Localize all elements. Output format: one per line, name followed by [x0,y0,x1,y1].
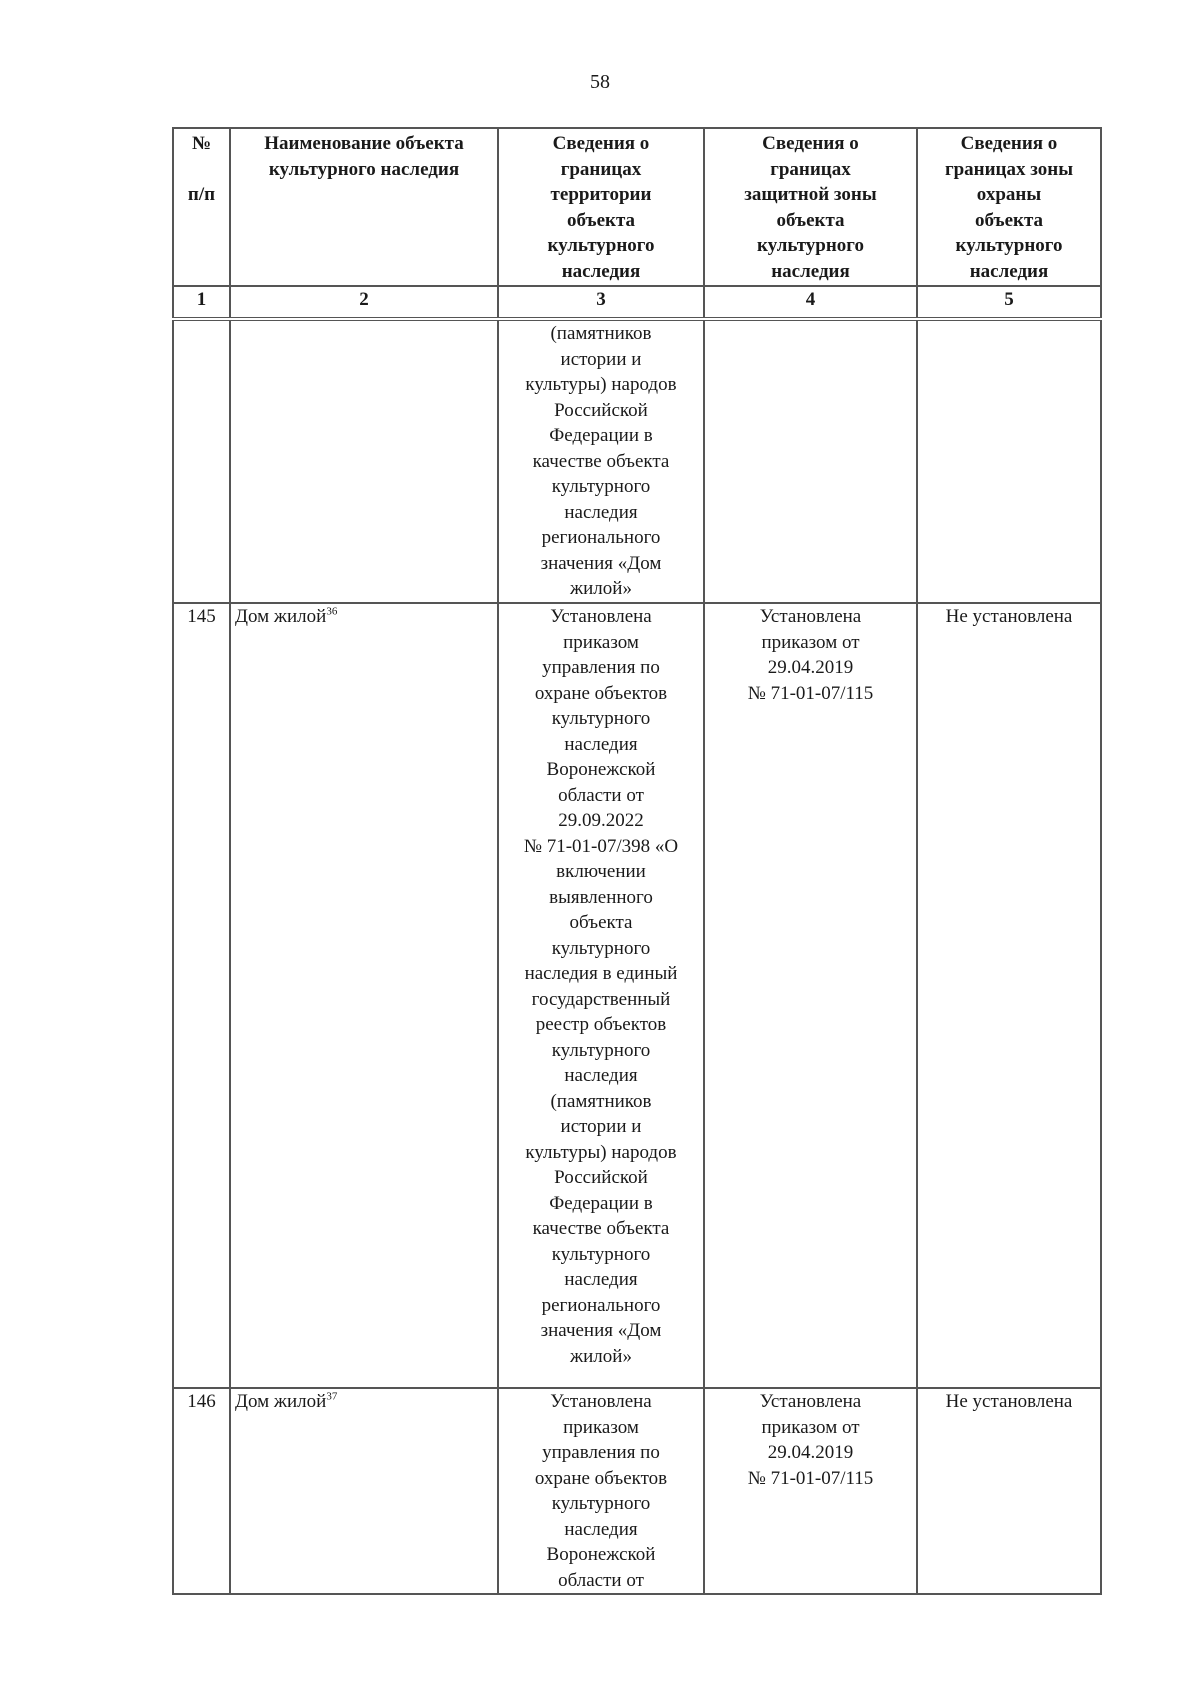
header-territory-boundaries: Сведения о границах территории объекта культурного наследия [498,128,704,286]
row-number-cell: 145 [173,603,230,1388]
territory-boundaries-cell: Установлена приказом управления по охране объектов культурного наследия Воронежской области от 29.09.2022 № 71-01-07/398 «О включении выявленного объекта культурного наследия в единый государственный реестр объектов культурного наследия (памятников истории и культуры) народов Российской Федерации в качестве объекта культурного наследия регионального значения «Дом жилой» [498,603,704,1388]
object-name: Дом жилой [235,606,327,627]
column-number: 1 [173,286,230,319]
territory-boundaries-cell: Установлена приказом управления по охране объектов культурного наследия Воронежской области от [498,1388,704,1594]
column-number-row [173,286,1101,319]
column-number: 3 [498,286,704,319]
column-number: 5 [917,286,1101,319]
header-protection-zone-boundaries: Сведения о границах зоны охраны объекта культурного наследия [917,128,1101,286]
column-number: 2 [230,286,498,319]
row-number-cell: 146 [173,1388,230,1594]
header-object-name: Наименование объекта культурного наследия [230,128,498,286]
object-name: Дом жилой [235,1391,327,1412]
table-row-continuation [173,319,1101,603]
footnote-marker: 37 [326,1390,338,1403]
page-number: 58 [590,71,610,93]
territory-boundaries-cell: (памятников истории и культуры) народов Российской Федерации в качестве объекта культурного наследия регионального значения «Дом жилой» [498,319,704,603]
protection-zone-cell: Не установлена [917,603,1101,1388]
table-row [173,1388,1101,1594]
protection-zone-cell [917,319,1101,603]
heritage-objects-table [172,127,1102,1595]
header-protective-zone-boundaries: Сведения о границах защитной зоны объекта культурного наследия [704,128,917,286]
protective-zone-cell: Установлена приказом от 29.04.2019 № 71-01-07/115 [704,1388,917,1594]
protective-zone-cell: Установлена приказом от 29.04.2019 № 71-01-07/115 [704,603,917,1388]
object-name-cell [230,603,498,1388]
table-row [173,603,1101,1388]
footnote-marker: 36 [326,605,338,618]
row-number-cell [173,319,230,603]
header-number: № п/п [173,128,230,286]
column-number: 4 [704,286,917,319]
table-header-row [173,128,1101,286]
object-name-cell [230,1388,498,1594]
protective-zone-cell [704,319,917,603]
protection-zone-cell: Не установлена [917,1388,1101,1594]
object-name-cell [230,319,498,603]
